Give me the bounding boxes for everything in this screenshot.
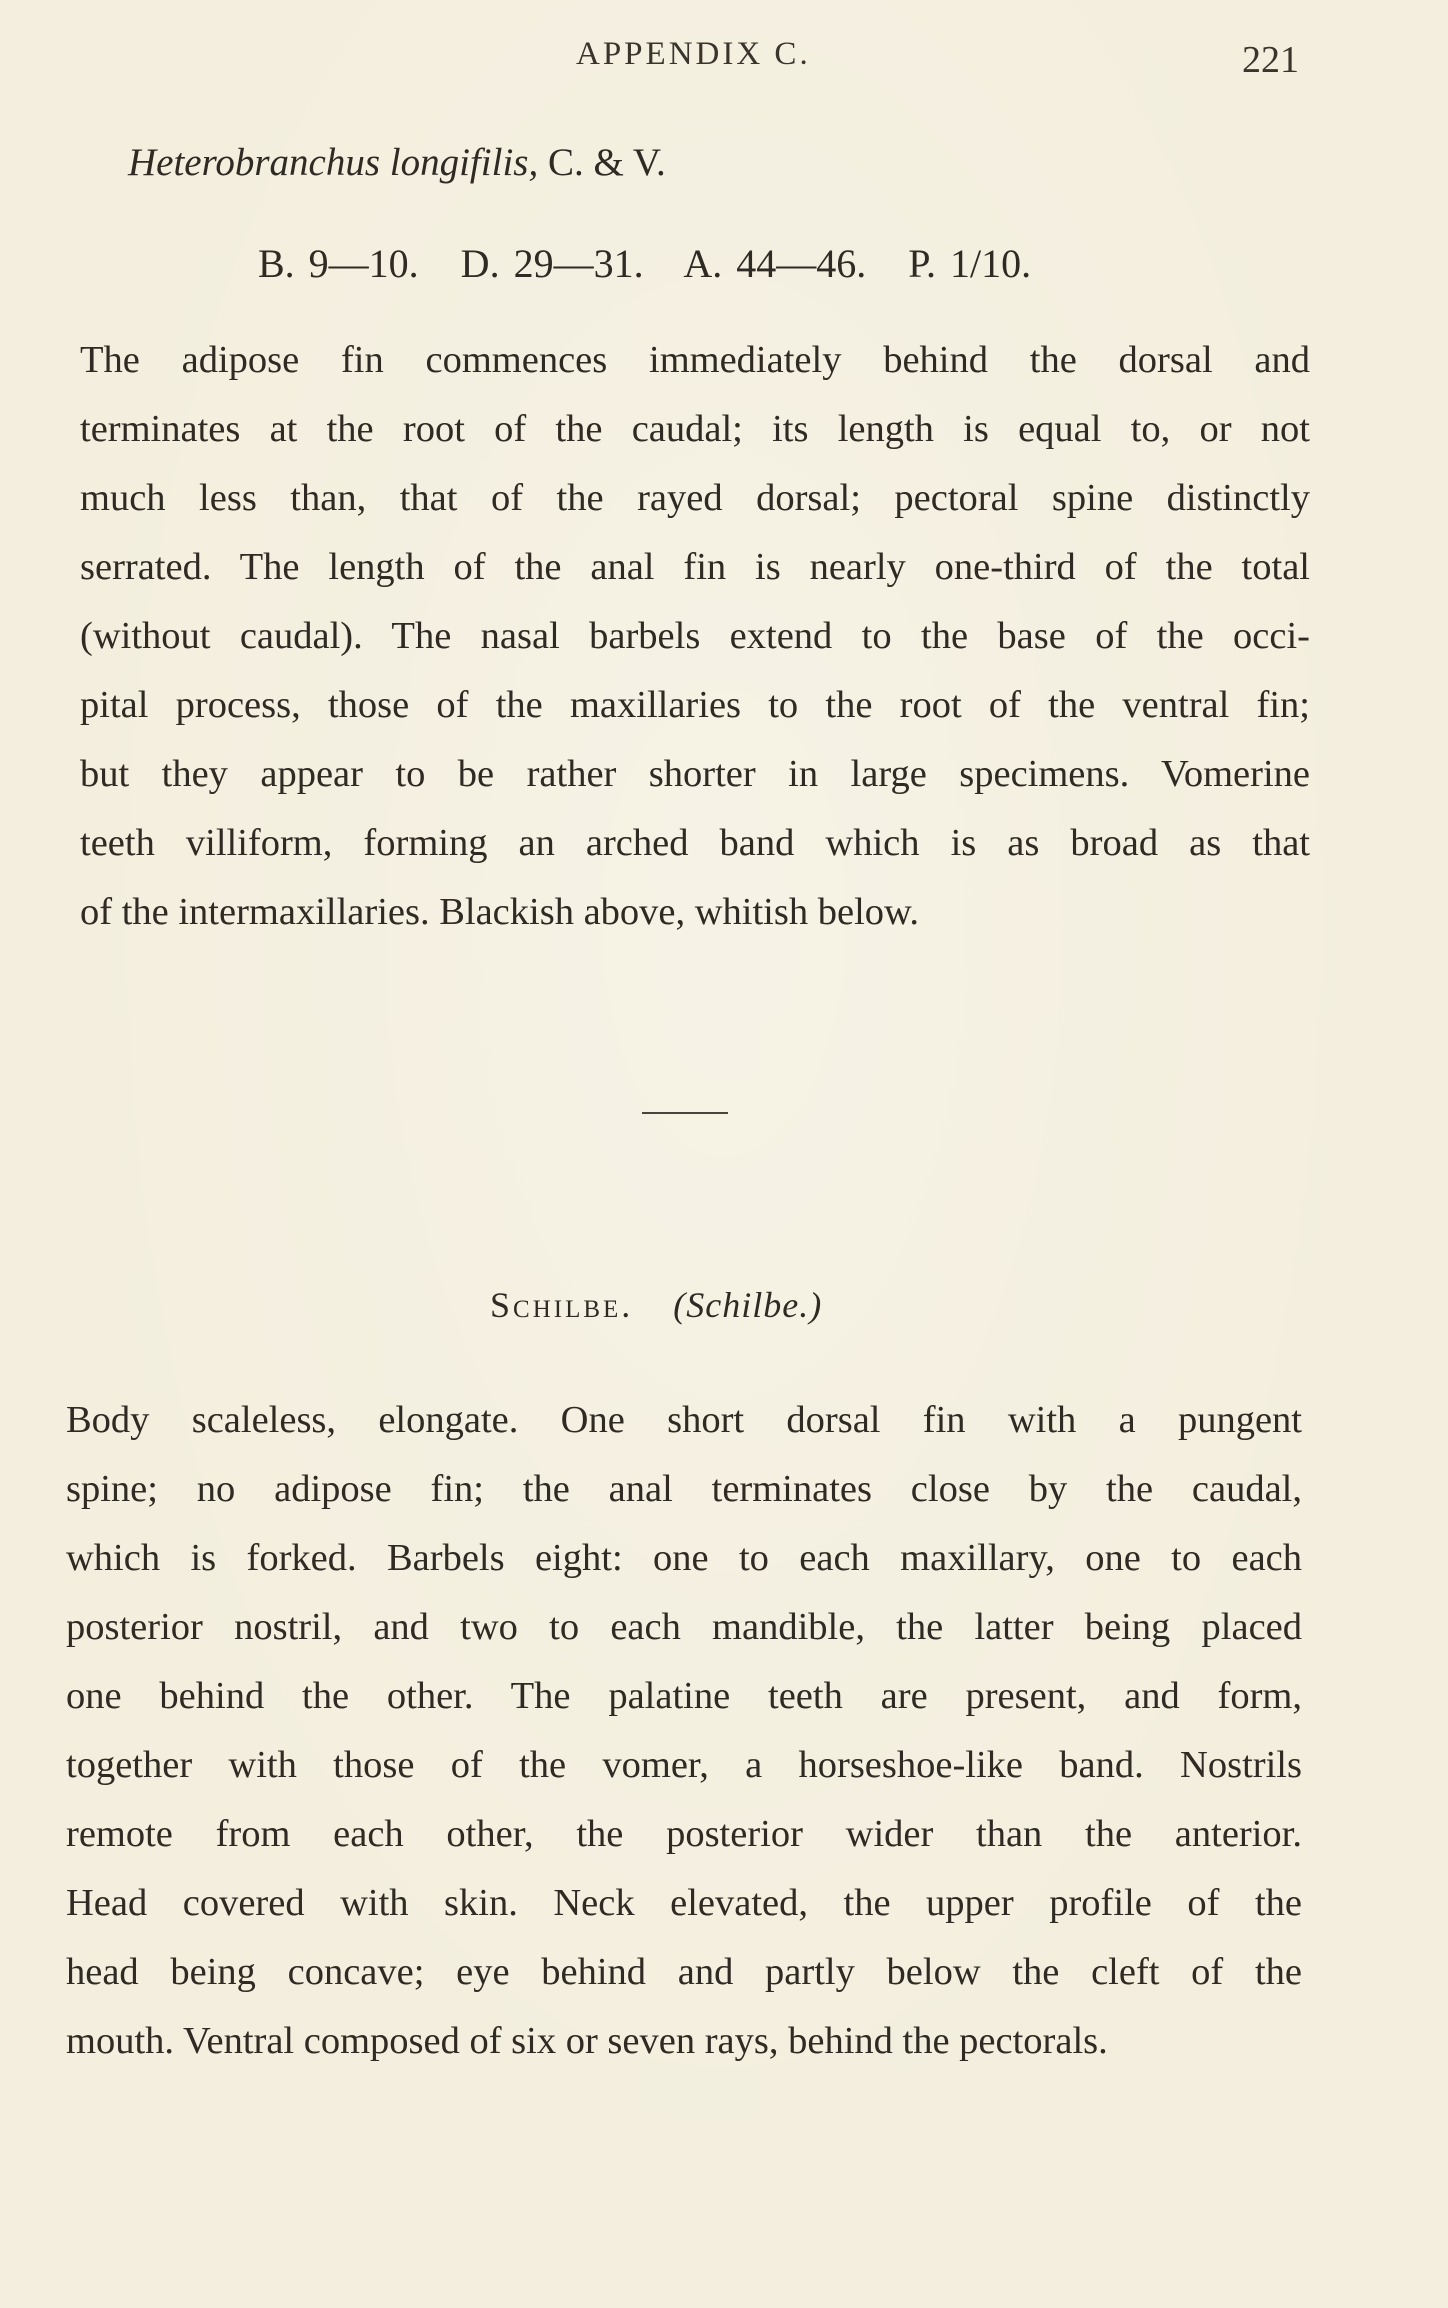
species-name: Heterobranchus longifilis, [128, 141, 539, 184]
text-line: posterior nostril, and two to each mandible, the latter being placed [66, 1606, 1302, 1648]
text-line: mouth. Ventral composed of six or seven rays, behind the pectorals. [66, 2020, 1108, 2062]
text-line: spine; no adipose fin; the anal terminates close by the caudal, [66, 1468, 1302, 1510]
text-line: teeth villiform, forming an arched band which is as broad as that [80, 822, 1310, 864]
genus-name: Schilbe. [490, 1285, 634, 1325]
text-line: The adipose fin commences immediately behind the dorsal and [80, 339, 1310, 381]
genus-description [66, 1386, 1302, 2076]
genus-heading [490, 1284, 822, 1326]
text-line: much less than, that of the rayed dorsal; pectoral spine distinctly [80, 477, 1310, 519]
text-line: but they appear to be rather shorter in large specimens. Vomerine [80, 753, 1310, 795]
text-line: which is forked. Barbels eight: one to each maxillary, one to each [66, 1537, 1302, 1579]
text-line: pital process, those of the maxillaries to the root of the ventral fin; [80, 684, 1310, 726]
section-divider [642, 1112, 728, 1114]
species-description [80, 326, 1310, 947]
species-heading [128, 140, 666, 185]
text-line: (without caudal). The nasal barbels extend to the base of the occi- [80, 615, 1310, 657]
text-line: one behind the other. The palatine teeth are present, and form, [66, 1675, 1302, 1717]
text-line: head being concave; eye behind and partly below the cleft of the [66, 1951, 1302, 1993]
fin-formula: B. 9—10. D. 29—31. A. 44—46. P. 1/10. [258, 241, 1032, 286]
text-line: Head covered with skin. Neck elevated, the upper profile of the [66, 1882, 1302, 1924]
text-line: of the intermaxillaries. Blackish above, whitish below. [80, 891, 919, 933]
text-line: remote from each other, the posterior wider than the anterior. [66, 1813, 1302, 1855]
text-line: serrated. The length of the anal fin is nearly one-third of the total [80, 546, 1310, 588]
species-authority: C. & V. [547, 141, 666, 184]
text-line: together with those of the vomer, a horseshoe-like band. Nostrils [66, 1744, 1302, 1786]
text-line: Body scaleless, elongate. One short dorsal fin with a pungent [66, 1399, 1302, 1441]
running-head: APPENDIX C. [576, 36, 811, 72]
page-number: 221 [1242, 39, 1299, 81]
text-line: terminates at the root of the caudal; its length is equal to, or not [80, 408, 1310, 450]
genus-latin: (Schilbe.) [673, 1285, 823, 1325]
